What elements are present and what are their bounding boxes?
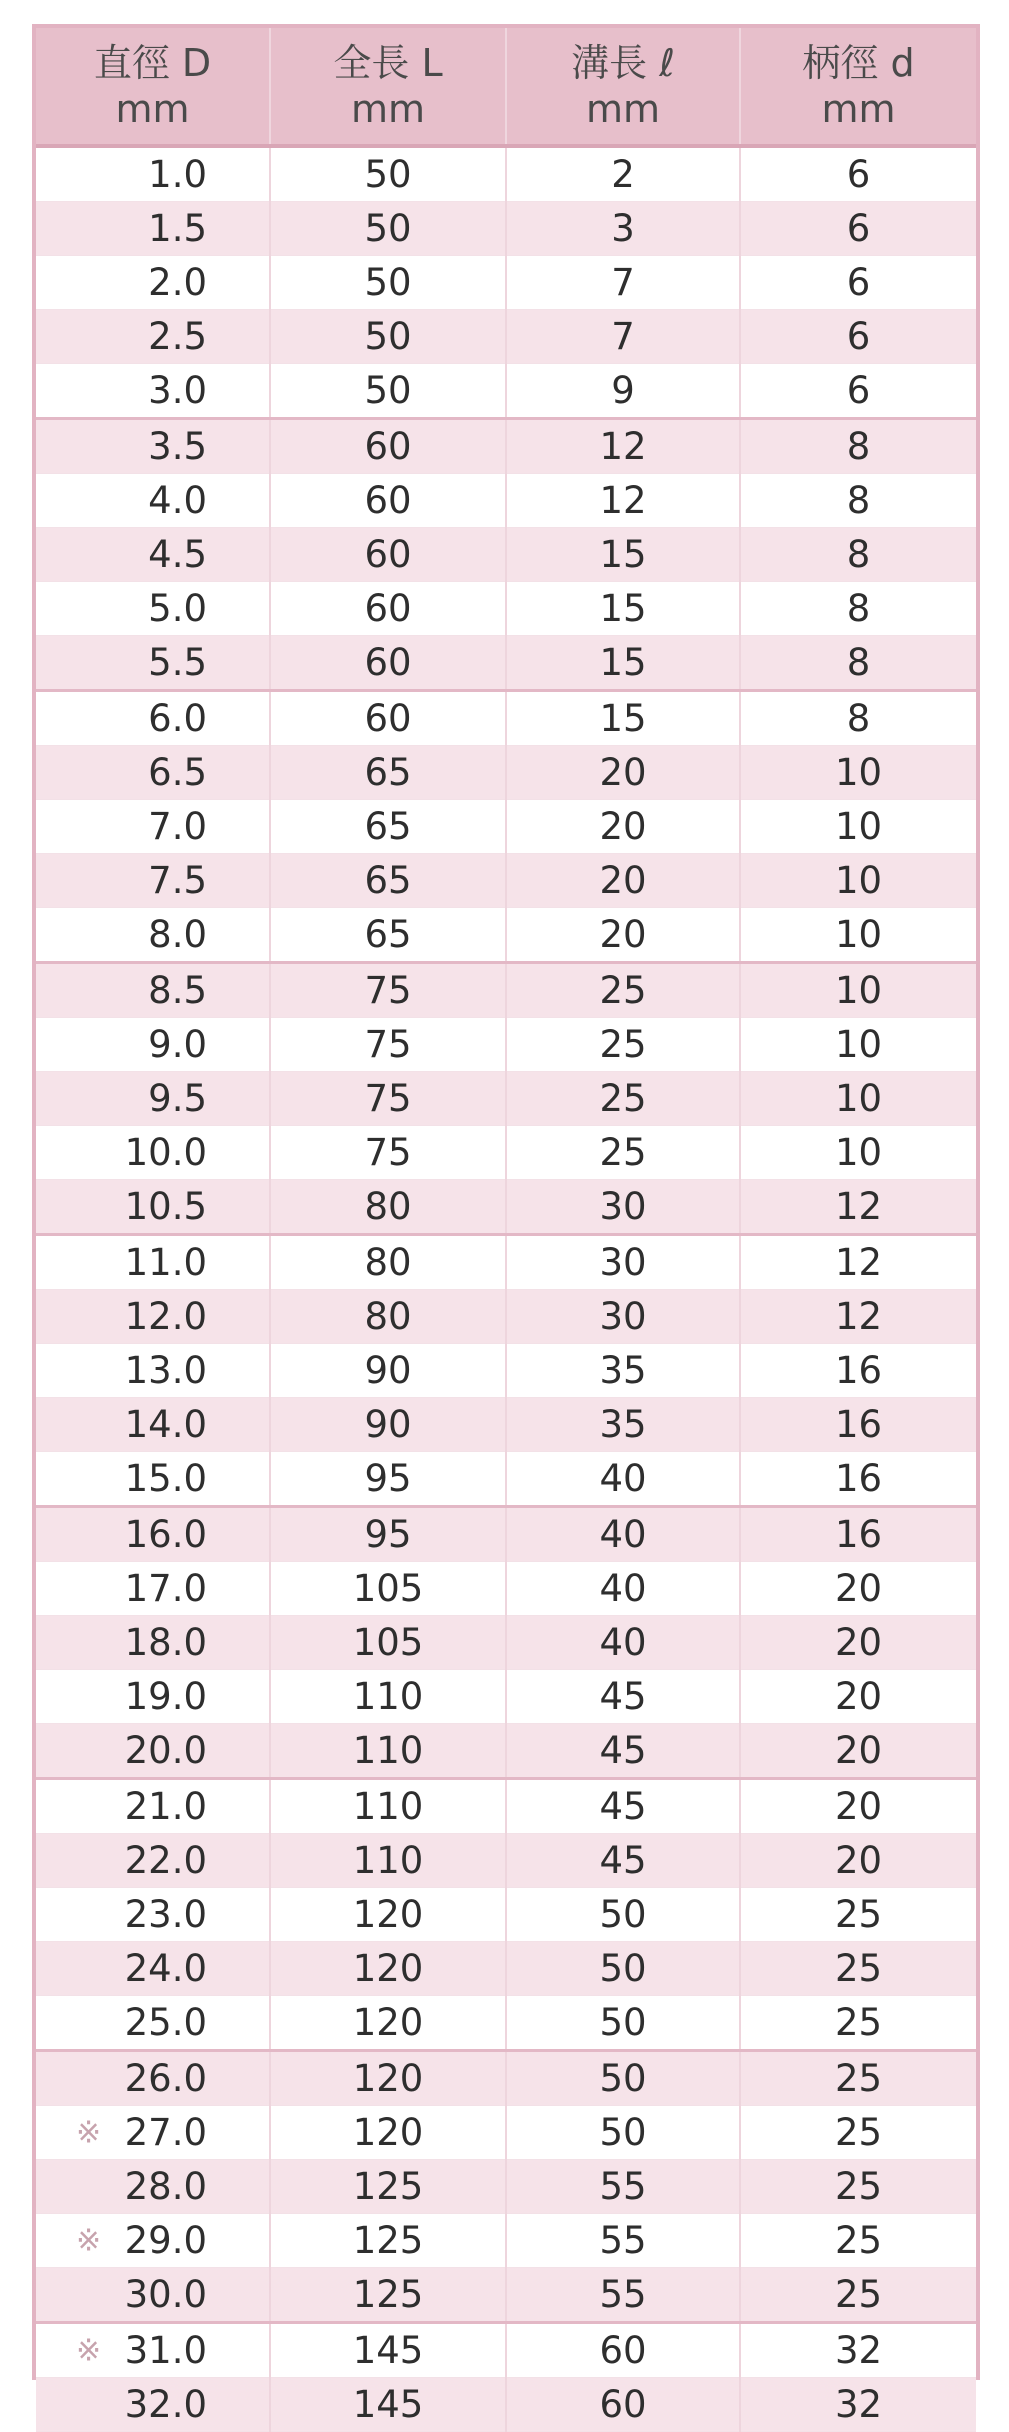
table-row [36,1507,976,1562]
table-row [36,1180,976,1235]
cell-value: 30.0 [124,2273,207,2316]
cell-value: 25.0 [124,2001,207,2044]
cell-shank-diameter: 10 [740,1072,976,1126]
cell-total-length: 120 [270,2106,506,2160]
cell-diameter [36,310,270,364]
cell-value: 14.0 [124,1403,207,1446]
cell-diameter [36,963,270,1018]
cell-total-length: 105 [270,1616,506,1670]
cell-flute-length: 20 [506,746,740,800]
cell-total-length: 65 [270,746,506,800]
table-row [36,364,976,419]
cell-value: 10.0 [124,1131,207,1174]
cell-value: 23.0 [124,1893,207,1936]
cell-value: 29.0 [124,2219,207,2262]
cell-shank-diameter: 25 [740,2268,976,2323]
cell-diameter [36,419,270,474]
cell-total-length: 60 [270,636,506,691]
cell-flute-length: 30 [506,1180,740,1235]
cell-value: 27.0 [124,2111,207,2154]
cell-flute-length: 3 [506,202,740,256]
cell-diameter [36,1507,270,1562]
cell-value: 10.5 [124,1185,207,1228]
cell-value: 5.5 [148,641,207,684]
cell-flute-length: 45 [506,1779,740,1834]
header-total-length [270,28,506,146]
table-row [36,2160,976,2214]
table-row [36,1996,976,2051]
cell-shank-diameter: 25 [740,2160,976,2214]
table-row [36,419,976,474]
cell-value: 8.5 [148,969,207,1012]
cell-total-length: 90 [270,1344,506,1398]
cell-value: 1.0 [148,153,207,196]
table-row [36,2051,976,2106]
header-diameter-label: 直徑 D [93,41,212,85]
table-row [36,1290,976,1344]
cell-diameter [36,1235,270,1290]
cell-total-length: 95 [270,1452,506,1507]
cell-value: 2.5 [148,315,207,358]
table-row [36,691,976,746]
cell-shank-diameter: 12 [740,1180,976,1235]
cell-shank-diameter: 10 [740,800,976,854]
cell-flute-length: 45 [506,1670,740,1724]
cell-total-length: 125 [270,2268,506,2323]
note-mark: ※ [76,2115,102,2150]
cell-diameter [36,1942,270,1996]
cell-shank-diameter: 8 [740,691,976,746]
cell-diameter [36,854,270,908]
cell-total-length: 60 [270,528,506,582]
cell-value: 4.0 [148,479,207,522]
cell-total-length: 65 [270,800,506,854]
table-row [36,1888,976,1942]
cell-diameter [36,256,270,310]
cell-total-length: 60 [270,419,506,474]
cell-value: 6.0 [148,697,207,740]
header-total-length-unit: mm [350,87,426,131]
cell-value: 21.0 [124,1785,207,1828]
cell-flute-length: 50 [506,2106,740,2160]
cell-diameter [36,2378,270,2432]
cell-total-length: 80 [270,1180,506,1235]
cell-shank-diameter: 10 [740,854,976,908]
cell-total-length: 50 [270,256,506,310]
cell-diameter [36,908,270,963]
cell-shank-diameter: 16 [740,1507,976,1562]
cell-shank-diameter: 6 [740,146,976,202]
table-row [36,1562,976,1616]
cell-flute-length: 15 [506,582,740,636]
cell-value: 31.0 [124,2329,207,2372]
cell-total-length: 60 [270,582,506,636]
cell-total-length: 65 [270,908,506,963]
cell-total-length: 110 [270,1724,506,1779]
cell-value: 24.0 [124,1947,207,1990]
table-row [36,908,976,963]
cell-shank-diameter: 20 [740,1779,976,1834]
header-shank-diameter-unit: mm [821,87,896,131]
cell-value: 7.5 [148,859,207,902]
cell-value: 13.0 [124,1349,207,1392]
cell-diameter [36,1562,270,1616]
cell-flute-length: 12 [506,419,740,474]
table-row [36,1724,976,1779]
cell-total-length: 60 [270,474,506,528]
cell-shank-diameter: 12 [740,1290,976,1344]
table-row [36,1452,976,1507]
cell-flute-length: 2 [506,146,740,202]
cell-shank-diameter: 10 [740,1018,976,1072]
table-row [36,963,976,1018]
cell-value: 26.0 [124,2057,207,2100]
cell-diameter [36,2323,270,2378]
cell-diameter [36,636,270,691]
cell-flute-length: 15 [506,528,740,582]
cell-diameter [36,1018,270,1072]
cell-shank-diameter: 8 [740,636,976,691]
cell-flute-length: 30 [506,1290,740,1344]
cell-flute-length: 7 [506,310,740,364]
table-row [36,310,976,364]
cell-flute-length: 45 [506,1834,740,1888]
cell-shank-diameter: 20 [740,1670,976,1724]
cell-value: 4.5 [148,533,207,576]
cell-value: 9.0 [148,1023,207,1066]
header-total-length-label: 全長 L [333,41,443,85]
table-row [36,2214,976,2268]
cell-flute-length: 50 [506,1888,740,1942]
cell-total-length: 120 [270,1888,506,1942]
cell-shank-diameter: 8 [740,582,976,636]
table-row [36,1072,976,1126]
cell-shank-diameter: 8 [740,419,976,474]
cell-value: 28.0 [124,2165,207,2208]
cell-diameter [36,1724,270,1779]
note-mark: ※ [76,2223,102,2258]
table-row [36,1942,976,1996]
cell-total-length: 125 [270,2214,506,2268]
table-row [36,2378,976,2432]
cell-diameter [36,1670,270,1724]
table-row [36,2268,976,2323]
cell-flute-length: 7 [506,256,740,310]
cell-shank-diameter: 8 [740,474,976,528]
cell-value: 19.0 [124,1675,207,1718]
cell-shank-diameter: 20 [740,1724,976,1779]
cell-value: 1.5 [148,207,207,250]
cell-shank-diameter: 10 [740,746,976,800]
cell-flute-length: 40 [506,1562,740,1616]
table-row [36,1834,976,1888]
cell-flute-length: 25 [506,1126,740,1180]
header-diameter [36,28,270,146]
cell-total-length: 105 [270,1562,506,1616]
header-shank-diameter-label: 柄徑 d [802,41,915,85]
cell-total-length: 90 [270,1398,506,1452]
table-row [36,800,976,854]
cell-value: 22.0 [124,1839,207,1882]
table-row [36,1344,976,1398]
cell-total-length: 120 [270,2051,506,2106]
table-row [36,474,976,528]
cell-diameter [36,2106,270,2160]
cell-total-length: 50 [270,146,506,202]
cell-flute-length: 25 [506,1072,740,1126]
table-row [36,1126,976,1180]
cell-diameter [36,2268,270,2323]
cell-shank-diameter: 25 [740,1888,976,1942]
cell-total-length: 65 [270,854,506,908]
cell-flute-length: 15 [506,636,740,691]
cell-shank-diameter: 6 [740,364,976,419]
cell-shank-diameter: 20 [740,1616,976,1670]
cell-diameter [36,202,270,256]
table-row [36,1235,976,1290]
cell-diameter [36,2160,270,2214]
cell-flute-length: 15 [506,691,740,746]
cell-total-length: 110 [270,1834,506,1888]
header-row [36,28,976,146]
cell-shank-diameter: 20 [740,1834,976,1888]
cell-shank-diameter: 6 [740,256,976,310]
header-flute-length [506,28,740,146]
cell-total-length: 75 [270,1072,506,1126]
cell-flute-length: 12 [506,474,740,528]
cell-diameter [36,746,270,800]
table-row [36,528,976,582]
table-row [36,1616,976,1670]
cell-diameter [36,1126,270,1180]
note-mark: ※ [76,2333,102,2368]
cell-diameter [36,1996,270,2051]
header-flute-length-label: 溝長 ℓ [571,41,675,85]
cell-flute-length: 50 [506,1996,740,2051]
cell-shank-diameter: 6 [740,202,976,256]
cell-diameter [36,364,270,419]
cell-flute-length: 9 [506,364,740,419]
header-flute-length-unit: mm [585,87,661,131]
cell-value: 32.0 [124,2383,207,2426]
cell-total-length: 75 [270,963,506,1018]
cell-value: 17.0 [124,1567,207,1610]
cell-shank-diameter: 16 [740,1398,976,1452]
cell-total-length: 60 [270,691,506,746]
cell-flute-length: 35 [506,1344,740,1398]
cell-total-length: 50 [270,202,506,256]
cell-flute-length: 25 [506,963,740,1018]
cell-shank-diameter: 20 [740,1562,976,1616]
cell-diameter [36,146,270,202]
cell-total-length: 75 [270,1018,506,1072]
cell-shank-diameter: 32 [740,2378,976,2432]
cell-total-length: 95 [270,1507,506,1562]
cell-shank-diameter: 25 [740,2106,976,2160]
cell-shank-diameter: 12 [740,1235,976,1290]
cell-diameter [36,582,270,636]
cell-total-length: 50 [270,364,506,419]
cell-diameter [36,2051,270,2106]
cell-total-length: 75 [270,1126,506,1180]
cell-value: 16.0 [124,1513,207,1556]
cell-diameter [36,1290,270,1344]
table-row [36,1670,976,1724]
cell-total-length: 120 [270,1942,506,1996]
cell-value: 3.5 [148,425,207,468]
cell-flute-length: 60 [506,2378,740,2432]
table-row [36,1398,976,1452]
table-row [36,636,976,691]
table-body [36,146,976,2432]
cell-value: 18.0 [124,1621,207,1664]
cell-flute-length: 20 [506,800,740,854]
cell-flute-length: 55 [506,2160,740,2214]
cell-value: 8.0 [148,913,207,956]
table-row [36,202,976,256]
table-row [36,746,976,800]
drill-spec-table [36,28,976,2432]
cell-diameter [36,474,270,528]
header-shank-diameter [740,28,976,146]
cell-diameter [36,1888,270,1942]
cell-value: 20.0 [124,1729,207,1772]
cell-total-length: 80 [270,1290,506,1344]
cell-value: 5.0 [148,587,207,630]
cell-shank-diameter: 25 [740,2051,976,2106]
cell-shank-diameter: 10 [740,963,976,1018]
cell-value: 6.5 [148,751,207,794]
cell-shank-diameter: 6 [740,310,976,364]
cell-total-length: 110 [270,1779,506,1834]
cell-shank-diameter: 32 [740,2323,976,2378]
table-header [36,28,976,146]
cell-flute-length: 40 [506,1616,740,1670]
cell-total-length: 110 [270,1670,506,1724]
cell-total-length: 80 [270,1235,506,1290]
table-row [36,1018,976,1072]
cell-shank-diameter: 25 [740,1996,976,2051]
cell-diameter [36,1452,270,1507]
cell-flute-length: 55 [506,2268,740,2323]
table-row [36,582,976,636]
cell-total-length: 145 [270,2378,506,2432]
cell-flute-length: 35 [506,1398,740,1452]
cell-shank-diameter: 25 [740,2214,976,2268]
cell-value: 2.0 [148,261,207,304]
table-row [36,2323,976,2378]
cell-diameter [36,1616,270,1670]
cell-diameter [36,1779,270,1834]
cell-flute-length: 55 [506,2214,740,2268]
cell-total-length: 125 [270,2160,506,2214]
cell-shank-diameter: 8 [740,528,976,582]
cell-diameter [36,1180,270,1235]
cell-value: 11.0 [124,1241,207,1284]
table-row [36,256,976,310]
cell-total-length: 50 [270,310,506,364]
cell-diameter [36,1398,270,1452]
cell-flute-length: 30 [506,1235,740,1290]
cell-shank-diameter: 16 [740,1452,976,1507]
cell-flute-length: 20 [506,908,740,963]
cell-flute-length: 25 [506,1018,740,1072]
cell-flute-length: 45 [506,1724,740,1779]
cell-shank-diameter: 10 [740,1126,976,1180]
cell-shank-diameter: 25 [740,1942,976,1996]
table-row [36,146,976,202]
cell-flute-length: 50 [506,1942,740,1996]
header-diameter-unit: mm [115,87,190,131]
cell-diameter [36,2214,270,2268]
table-row [36,2106,976,2160]
cell-diameter [36,1834,270,1888]
cell-flute-length: 40 [506,1507,740,1562]
cell-total-length: 145 [270,2323,506,2378]
cell-shank-diameter: 16 [740,1344,976,1398]
cell-diameter [36,1072,270,1126]
cell-value: 12.0 [124,1295,207,1338]
cell-flute-length: 60 [506,2323,740,2378]
cell-shank-diameter: 10 [740,908,976,963]
cell-flute-length: 50 [506,2051,740,2106]
cell-flute-length: 40 [506,1452,740,1507]
cell-flute-length: 20 [506,854,740,908]
spec-table-frame [32,24,980,2426]
cell-diameter [36,691,270,746]
table-row [36,854,976,908]
table-row [36,1779,976,1834]
cell-diameter [36,528,270,582]
cell-value: 15.0 [124,1457,207,1500]
cell-value: 3.0 [148,369,207,412]
cell-value: 7.0 [148,805,207,848]
cell-value: 9.5 [148,1077,207,1120]
cell-diameter [36,1344,270,1398]
cell-total-length: 120 [270,1996,506,2051]
cell-diameter [36,800,270,854]
